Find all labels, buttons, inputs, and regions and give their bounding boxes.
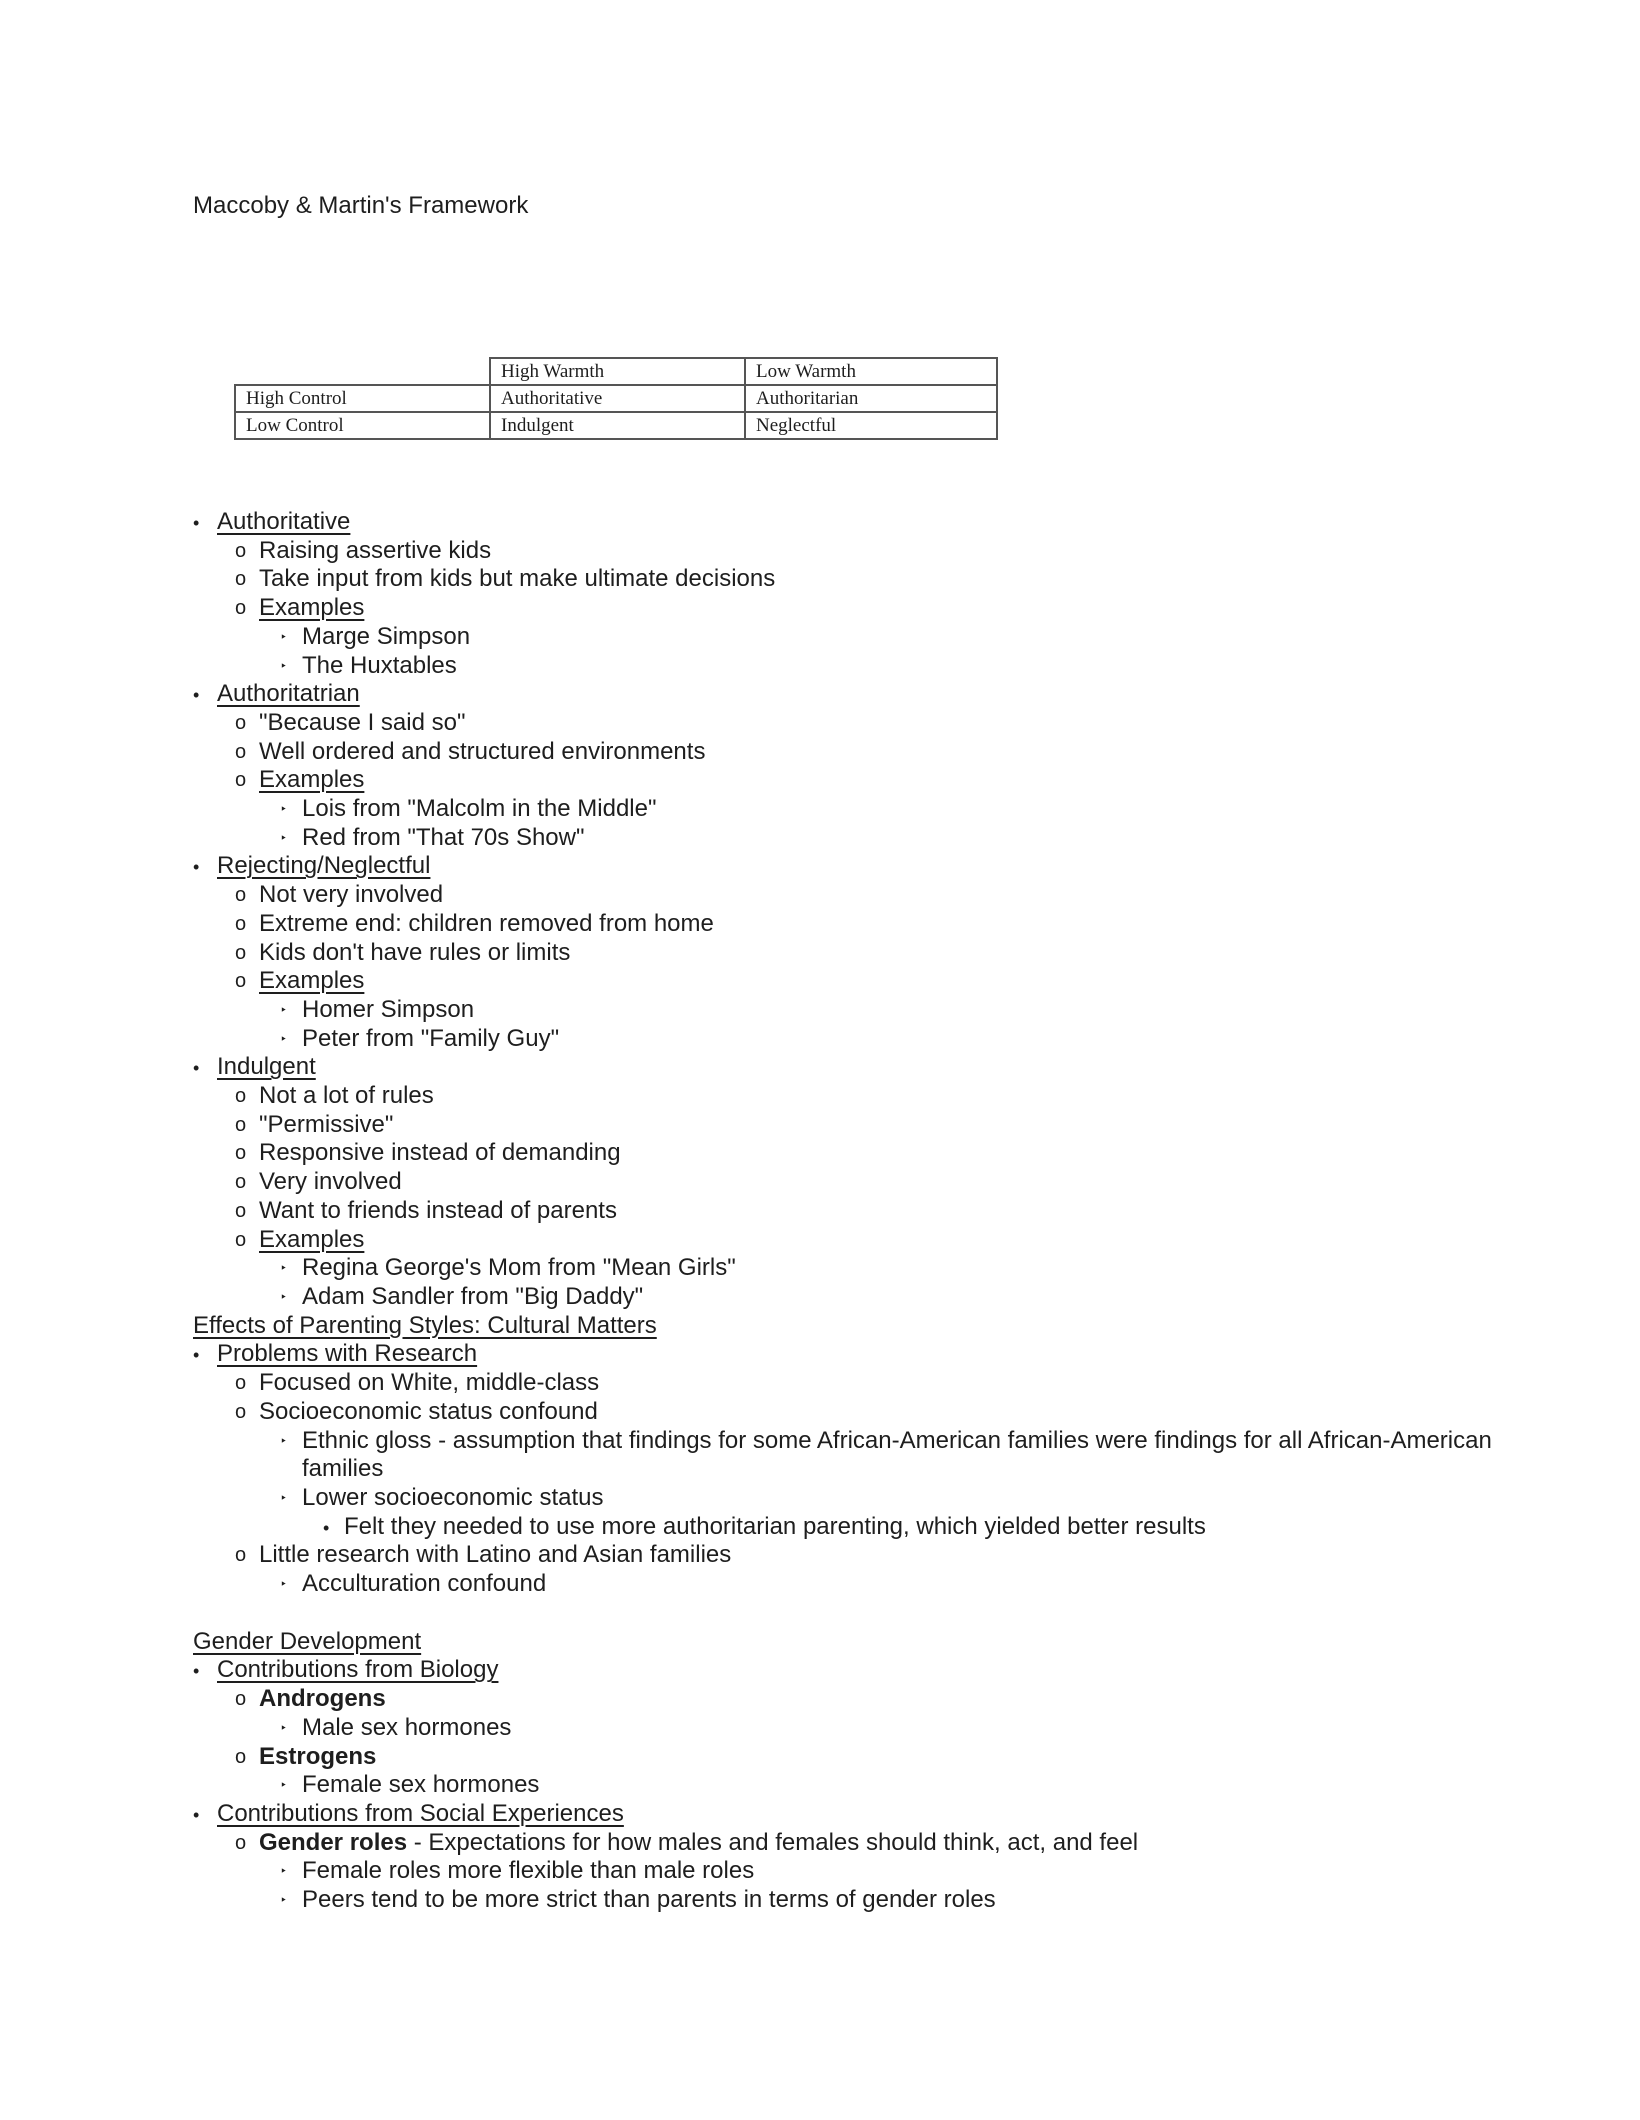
- list-item-level-3: [193, 996, 1493, 1025]
- item-text: Authoritatrian: [217, 680, 360, 708]
- list-item-level-3: [193, 1254, 1493, 1283]
- circle-bullet-icon: o: [235, 1228, 247, 1251]
- item-text: Take input from kids but make ultimate decisions: [259, 565, 776, 593]
- table-row-header: Low Control: [235, 412, 490, 439]
- item-text: Peter from "Family Guy": [302, 1024, 560, 1052]
- item-text: Examples: [259, 766, 365, 794]
- item-text: Contributions from Social Experiences: [217, 1799, 624, 1827]
- circle-bullet-icon: o: [235, 1831, 247, 1854]
- circle-bullet-icon: o: [235, 1142, 247, 1165]
- item-text: Ethnic gloss - assumption that findings for some African-American families were findings for all African-American families: [302, 1426, 1492, 1483]
- item-text: Female sex hormones: [302, 1771, 540, 1799]
- list-item-level-3: [193, 1714, 1493, 1743]
- table-header-row: [235, 358, 997, 385]
- list-item-level-2: [193, 1685, 1493, 1714]
- list-item-level-3: [193, 824, 1493, 853]
- list-item-level-2: [193, 910, 1493, 939]
- item-text: "Permissive": [259, 1110, 394, 1138]
- item-text: Felt they needed to use more authoritarian parenting, which yielded better results: [344, 1512, 1206, 1540]
- item-text: Adam Sandler from "Big Daddy": [302, 1282, 644, 1310]
- list-item-level-3: [193, 1025, 1493, 1054]
- item-text: Peers tend to be more strict than parents in terms of gender roles: [302, 1886, 996, 1914]
- triangle-bullet-icon: ‣: [280, 1289, 288, 1304]
- table-cell: Authoritarian: [745, 385, 997, 412]
- list-item-level-2: [193, 565, 1493, 594]
- list-item-level-2: [193, 1111, 1493, 1140]
- table-header-cell: Low Warmth: [745, 358, 997, 385]
- item-text: "Because I said so": [259, 708, 466, 736]
- list-item-level-2: [193, 1743, 1493, 1772]
- circle-bullet-icon: o: [235, 769, 247, 792]
- triangle-bullet-icon: ‣: [280, 1778, 288, 1793]
- circle-bullet-icon: o: [235, 568, 247, 591]
- item-text: Examples: [259, 594, 365, 622]
- list-item-level-2: [193, 738, 1493, 767]
- notes-outline: [193, 508, 1493, 1915]
- list-item-level-3: [193, 1857, 1493, 1886]
- item-text: Kids don't have rules or limits: [259, 938, 571, 966]
- item-text: Male sex hormones: [302, 1713, 512, 1741]
- item-text: Problems with Research: [217, 1340, 478, 1368]
- item-text: Responsive instead of demanding: [259, 1139, 621, 1167]
- table-corner-cell: [235, 358, 490, 385]
- list-item-level-3: [193, 1570, 1493, 1599]
- item-text: Regina George's Mom from "Mean Girls": [302, 1254, 736, 1282]
- circle-bullet-icon: o: [235, 1085, 247, 1108]
- list-item-level-4: [193, 1513, 1493, 1542]
- circle-bullet-icon: o: [235, 941, 247, 964]
- circle-bullet-icon: o: [235, 1372, 247, 1395]
- item-text: The Huxtables: [302, 651, 457, 679]
- bullet-icon: •: [193, 685, 200, 706]
- item-text: Want to friends instead of parents: [259, 1196, 617, 1224]
- item-text: Not a lot of rules: [259, 1082, 434, 1110]
- list-item-level-3: [193, 1771, 1493, 1800]
- list-item-level-2: [193, 766, 1493, 795]
- item-text: Raising assertive kids: [259, 536, 492, 564]
- list-item-level-2: [193, 1369, 1493, 1398]
- list-item-level-3: [193, 1484, 1493, 1513]
- item-text: Extreme end: children removed from home: [259, 909, 714, 937]
- item-text: Examples: [259, 967, 365, 995]
- list-item-level-1: [193, 1800, 1493, 1829]
- list-item-level-2: [193, 1197, 1493, 1226]
- item-text: Red from "That 70s Show": [302, 823, 585, 851]
- item-text: Effects of Parenting Styles: Cultural Matters: [193, 1311, 657, 1339]
- circle-bullet-icon: o: [235, 1171, 247, 1194]
- item-text: Socioeconomic status confound: [259, 1397, 598, 1425]
- bullet-icon: •: [193, 857, 200, 878]
- circle-bullet-icon: o: [235, 912, 247, 935]
- item-text: Little research with Latino and Asian families: [259, 1541, 732, 1569]
- triangle-bullet-icon: ‣: [280, 1490, 288, 1505]
- circle-bullet-icon: o: [235, 970, 247, 993]
- item-text: Examples: [259, 1225, 365, 1253]
- list-item-level-2: [193, 709, 1493, 738]
- item-text: - Expectations for how males and females should think, act, and feel: [407, 1828, 1139, 1856]
- triangle-bullet-icon: ‣: [280, 1261, 288, 1276]
- circle-bullet-icon: o: [235, 1199, 247, 1222]
- page-title: Maccoby & Martin's Framework: [193, 192, 529, 219]
- circle-bullet-icon: o: [235, 711, 247, 734]
- list-item-level-2: [193, 1082, 1493, 1111]
- triangle-bullet-icon: ‣: [280, 1864, 288, 1879]
- item-text: Acculturation confound: [302, 1570, 547, 1598]
- triangle-bullet-icon: ‣: [280, 1031, 288, 1046]
- triangle-bullet-icon: ‣: [280, 802, 288, 817]
- table-row-header: High Control: [235, 385, 490, 412]
- list-item-level-1: [193, 1340, 1493, 1369]
- item-text: Rejecting/Neglectful: [217, 852, 431, 880]
- list-item-level-2: [193, 594, 1493, 623]
- item-text: Very involved: [259, 1168, 402, 1196]
- list-item-level-1: [193, 1656, 1493, 1685]
- item-text: Authoritative: [217, 508, 351, 535]
- spacer: [193, 1599, 1493, 1628]
- list-item-level-2: [193, 1541, 1493, 1570]
- item-text: Lower socioeconomic status: [302, 1483, 604, 1511]
- circle-bullet-icon: o: [235, 1113, 247, 1136]
- list-item-level-2: [193, 1829, 1493, 1858]
- list-item-level-3: [193, 623, 1493, 652]
- list-item-level-3: [193, 652, 1493, 681]
- circle-bullet-icon: o: [235, 1400, 247, 1423]
- table-cell: Neglectful: [745, 412, 997, 439]
- bullet-icon: •: [193, 513, 200, 533]
- section-heading: [193, 1628, 1493, 1657]
- circle-bullet-icon: o: [235, 597, 247, 620]
- list-item-level-1: [193, 1053, 1493, 1082]
- table-cell: Authoritative: [490, 385, 745, 412]
- item-text: Marge Simpson: [302, 622, 471, 650]
- item-text: Lois from "Malcolm in the Middle": [302, 795, 657, 823]
- bullet-icon: •: [193, 1661, 200, 1682]
- triangle-bullet-icon: ‣: [280, 1577, 288, 1592]
- list-item-level-2: [193, 537, 1493, 566]
- list-item-level-1: [193, 852, 1493, 881]
- item-text: Well ordered and structured environments: [259, 737, 706, 765]
- triangle-bullet-icon: ‣: [280, 1720, 288, 1735]
- triangle-bullet-icon: ‣: [280, 1893, 288, 1908]
- list-item-level-2: [193, 881, 1493, 910]
- circle-bullet-icon: o: [235, 1688, 247, 1711]
- list-item-level-2: [193, 1398, 1493, 1427]
- circle-bullet-icon: o: [235, 740, 247, 763]
- bullet-icon: •: [193, 1345, 200, 1366]
- triangle-bullet-icon: ‣: [280, 629, 288, 644]
- table-row: [235, 412, 997, 439]
- list-item-level-2: [193, 967, 1493, 996]
- circle-bullet-icon: o: [235, 1544, 247, 1567]
- table-row: [235, 385, 997, 412]
- list-item-level-2: [193, 1139, 1493, 1168]
- section-heading: [193, 1312, 1493, 1341]
- list-item-level-2: [193, 1226, 1493, 1255]
- triangle-bullet-icon: ‣: [280, 1002, 288, 1017]
- item-text: Estrogens: [259, 1742, 377, 1770]
- triangle-bullet-icon: ‣: [280, 658, 288, 673]
- item-text: Homer Simpson: [302, 995, 475, 1023]
- circle-bullet-icon: o: [235, 884, 247, 907]
- item-text: Female roles more flexible than male roles: [302, 1857, 755, 1885]
- table-header-cell: High Warmth: [490, 358, 745, 385]
- bullet-icon: •: [323, 1517, 330, 1538]
- item-text: Not very involved: [259, 881, 444, 909]
- circle-bullet-icon: o: [235, 539, 247, 562]
- list-item-level-3: [193, 1283, 1493, 1312]
- bullet-icon: •: [193, 1804, 200, 1825]
- item-text: Indulgent: [217, 1053, 316, 1081]
- circle-bullet-icon: o: [235, 1745, 247, 1768]
- list-item-level-1: [193, 508, 1493, 537]
- term-label: Gender roles: [259, 1828, 408, 1856]
- triangle-bullet-icon: ‣: [280, 830, 288, 845]
- list-item-level-3: [193, 1886, 1493, 1915]
- triangle-bullet-icon: ‣: [280, 1433, 288, 1448]
- list-item-level-1: [193, 680, 1493, 709]
- list-item-level-2: [193, 939, 1493, 968]
- item-text: Androgens: [259, 1685, 386, 1713]
- bullet-icon: •: [193, 1058, 200, 1079]
- list-item-level-3: [193, 1427, 1562, 1484]
- list-item-level-3: [193, 795, 1493, 824]
- item-text: Gender Development: [193, 1627, 422, 1655]
- item-text: Contributions from Biology: [217, 1656, 499, 1684]
- table-cell: Indulgent: [490, 412, 745, 439]
- parenting-framework-table: [234, 357, 998, 440]
- item-text: Focused on White, middle-class: [259, 1369, 600, 1397]
- list-item-level-2: [193, 1168, 1493, 1197]
